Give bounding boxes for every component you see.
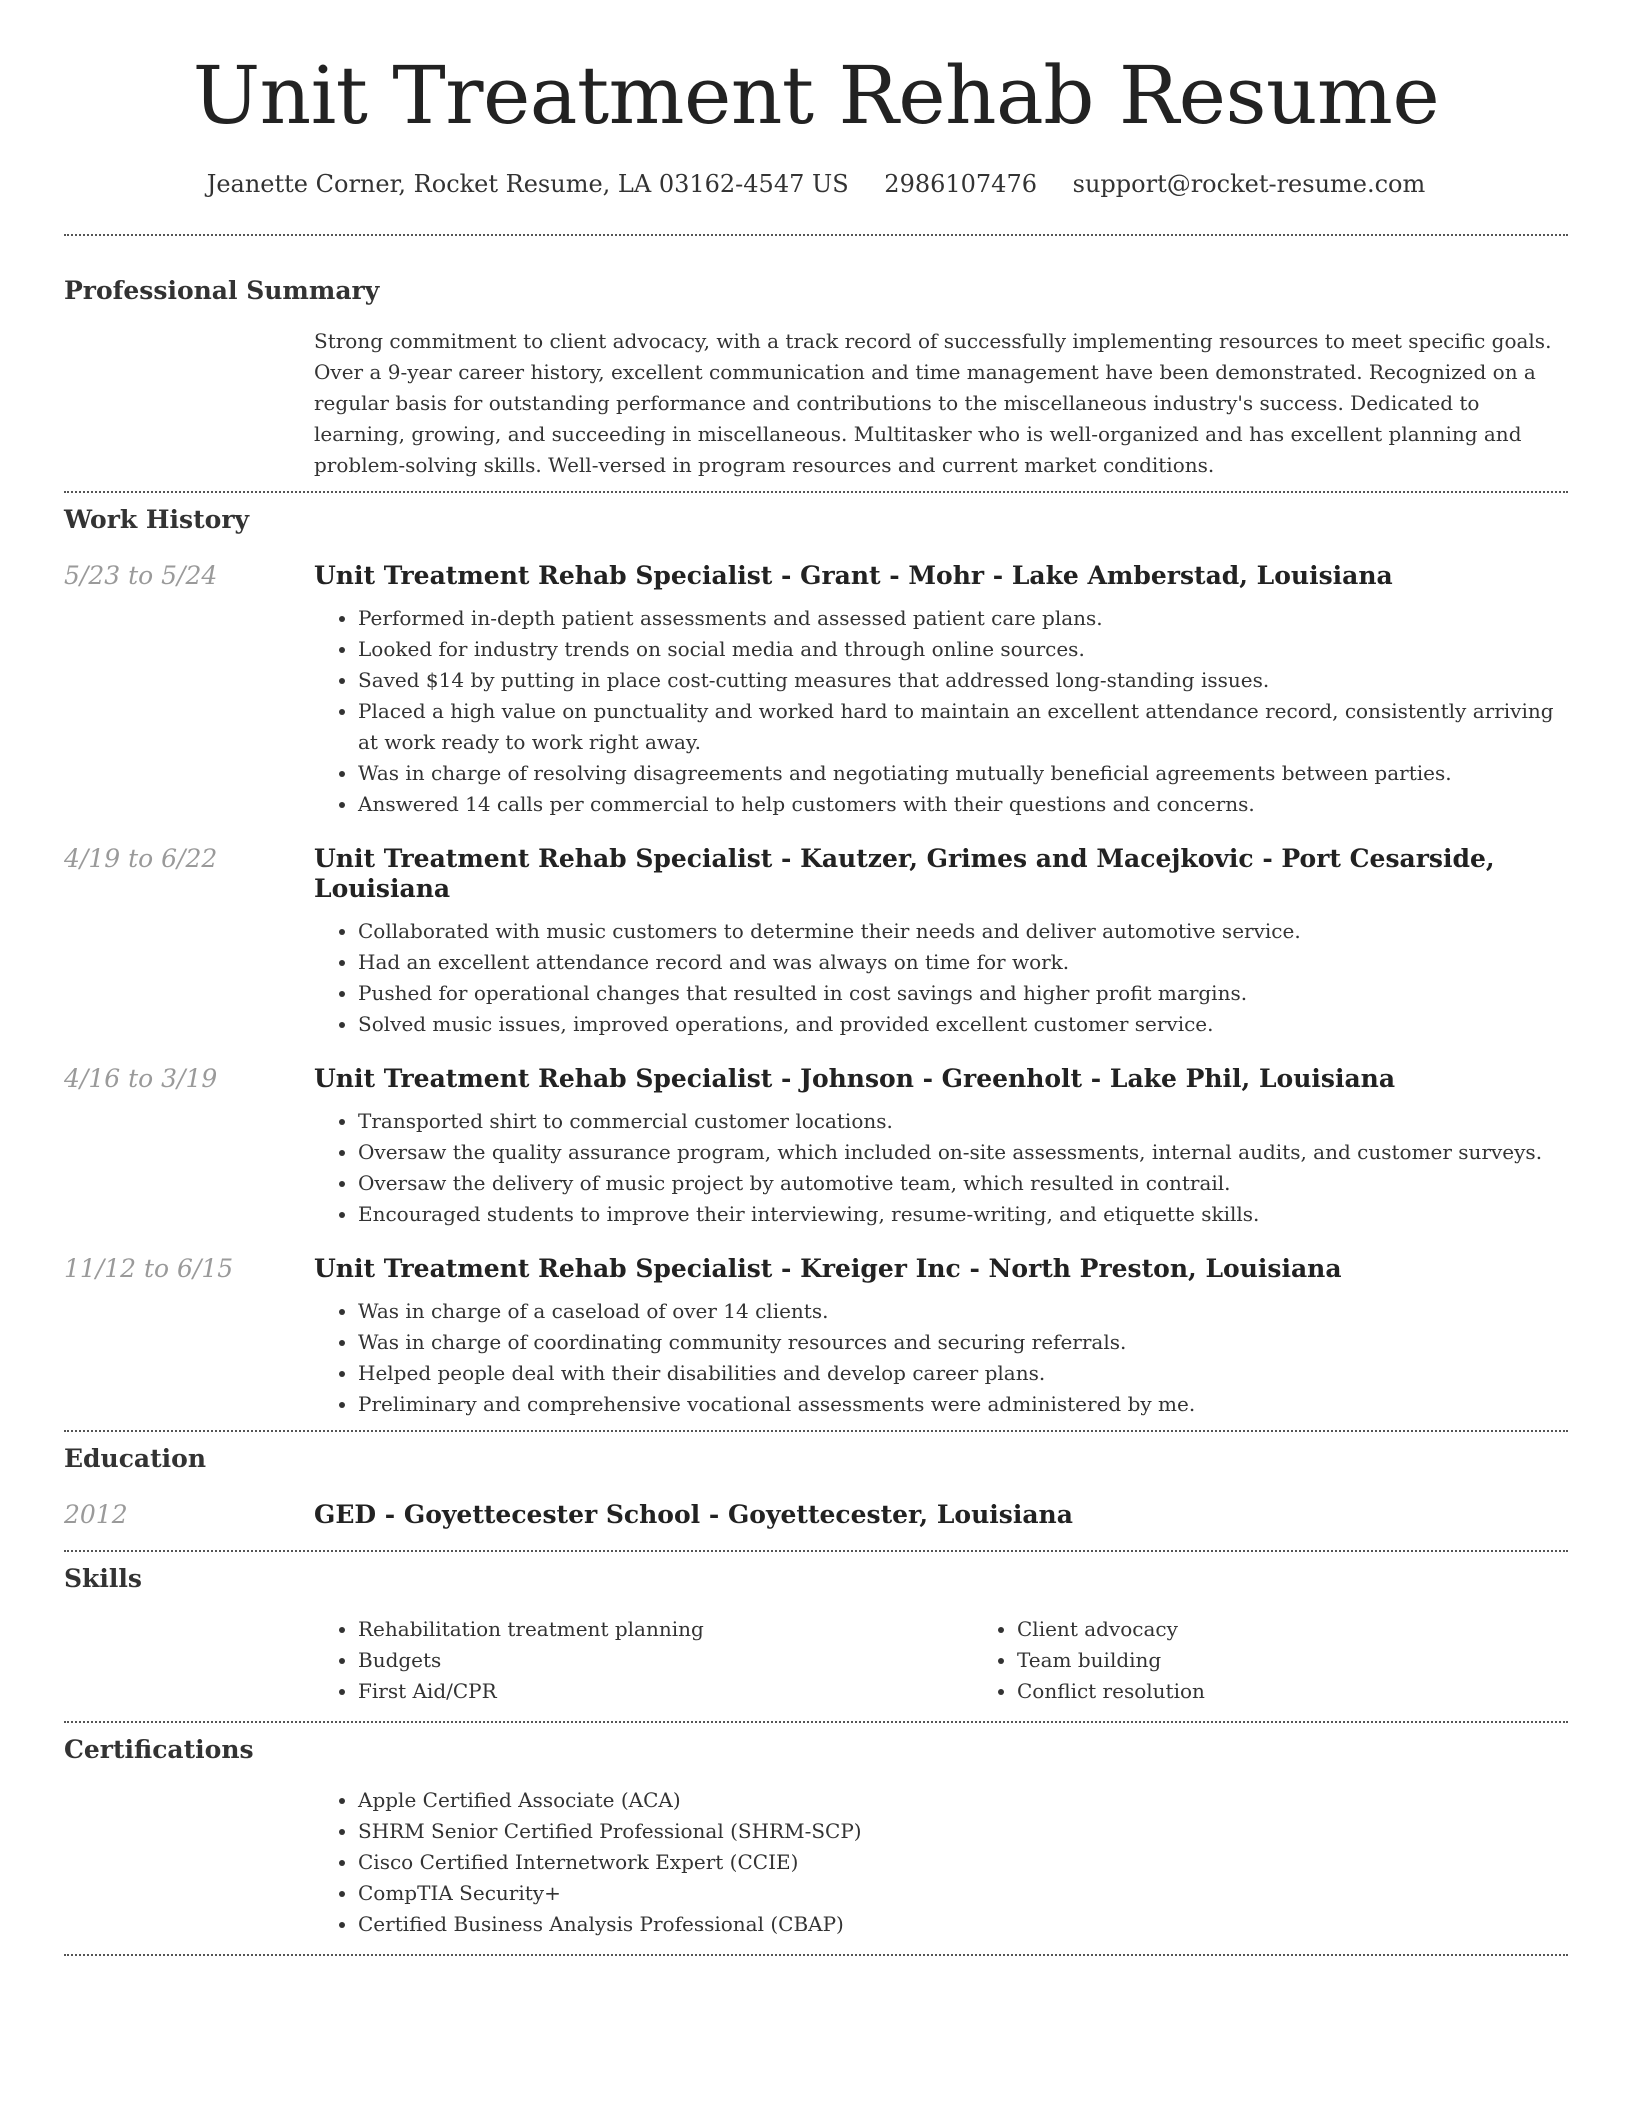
contact-line — [64, 170, 1568, 198]
job-bullets — [314, 1296, 1568, 1420]
job-dates: 4/16 to 3/19 — [64, 1064, 218, 1093]
list-item: • Team building — [1017, 1645, 1632, 1676]
summary-text: Strong commitment to client advocacy, with a track record of successfully implementing resources to meet specific goals. Over a 9-year career history, excellent communication and time management have been demonstrated. Recognized on a regular basis for outstanding performance and contributions to the miscellaneous industry's success. Dedicated to learning, growing, and succeeding in miscellaneous. Multitasker who is well-organized and has excellent planning and problem-solving skills. Well-versed in program resources and current market conditions. — [314, 329, 1552, 477]
list-item: • First Aid/CPR — [358, 1676, 973, 1707]
skills-section — [64, 1564, 1568, 1707]
list-item: • Performed in-depth patient assessments and assessed patient care plans. — [358, 603, 1568, 634]
list-item: • Apple Certified Associate (ACA) — [358, 1785, 1568, 1816]
list-item: • Was in charge of resolving disagreements and negotiating mutually beneficial agreements between parties. — [358, 758, 1568, 789]
list-item: • Certified Business Analysis Professional (CBAP) — [358, 1909, 1568, 1940]
job-bullets — [314, 603, 1568, 820]
list-item: • Oversaw the quality assurance program, which included on-site assessments, internal audits, and customer surveys. — [358, 1137, 1568, 1168]
contact-phone: 2986107476 — [884, 170, 1037, 198]
list-item: • Had an excellent attendance record and was always on time for work. — [358, 947, 1568, 978]
contact-address: Jeanette Corner, Rocket Resume, LA 03162-4547 US — [206, 170, 849, 198]
list-item: • Conflict resolution — [1017, 1676, 1632, 1707]
divider — [64, 1430, 1568, 1432]
job-entry — [64, 1254, 1568, 1420]
certifications-heading: Certifications — [64, 1735, 254, 1764]
job-entry — [64, 561, 1568, 820]
skills-heading: Skills — [64, 1564, 142, 1593]
list-item: • Transported shirt to commercial customer locations. — [358, 1106, 1568, 1137]
education-year: 2012 — [64, 1500, 128, 1529]
list-item: • Preliminary and comprehensive vocational assessments were administered by me. — [358, 1389, 1568, 1420]
job-dates: 5/23 to 5/24 — [64, 561, 218, 590]
work-history-heading: Work History — [64, 505, 250, 534]
summary-left-spacer — [64, 326, 314, 481]
list-item: • Collaborated with music customers to determine their needs and deliver automotive service. — [358, 916, 1568, 947]
job-bullets — [314, 916, 1568, 1040]
education-detail: GED - Goyettecester School - Goyettecester, Louisiana — [314, 1500, 1073, 1529]
certifications-left-spacer — [64, 1785, 314, 1940]
resume-title: Unit Treatment Rehab Resume — [192, 49, 1440, 142]
list-item: • Pushed for operational changes that resulted in cost savings and higher profit margins. — [358, 978, 1568, 1009]
summary-heading: Professional Summary — [64, 276, 380, 305]
list-item: • Encouraged students to improve their interviewing, resume-writing, and etiquette skills. — [358, 1199, 1568, 1230]
list-item: • Helped people deal with their disabilities and develop career plans. — [358, 1358, 1568, 1389]
job-entry — [64, 1064, 1568, 1230]
job-entry — [64, 844, 1568, 1040]
divider — [64, 1550, 1568, 1552]
education-section — [64, 1444, 1568, 1530]
list-item: • Was in charge of coordinating community resources and securing referrals. — [358, 1327, 1568, 1358]
list-item: • Rehabilitation treatment planning — [358, 1614, 973, 1645]
divider — [64, 234, 1568, 236]
education-heading: Education — [64, 1444, 207, 1473]
list-item: • Budgets — [358, 1645, 973, 1676]
job-title: Unit Treatment Rehab Specialist - Kautzer, Grimes and Macejkovic - Port Cesarside, Louisiana — [314, 844, 1495, 903]
skills-list-left — [314, 1614, 973, 1707]
certifications-list — [314, 1785, 1568, 1940]
list-item: • Solved music issues, improved operations, and provided excellent customer service. — [358, 1009, 1568, 1040]
work-history-section — [64, 505, 1568, 1420]
list-item: • Client advocacy — [1017, 1614, 1632, 1645]
job-title: Unit Treatment Rehab Specialist - Grant - Mohr - Lake Amberstad, Louisiana — [314, 561, 1393, 590]
job-title: Unit Treatment Rehab Specialist - Kreiger Inc - North Preston, Louisiana — [314, 1254, 1342, 1283]
list-item: • Answered 14 calls per commercial to help customers with their questions and concerns. — [358, 789, 1568, 820]
job-dates: 11/12 to 6/15 — [64, 1254, 234, 1283]
resume-page — [64, 0, 1568, 1956]
job-dates: 4/19 to 6/22 — [64, 844, 218, 873]
list-item: • Looked for industry trends on social media and through online sources. — [358, 634, 1568, 665]
list-item: • Placed a high value on punctuality and worked hard to maintain an excellent attendance record, consistently arriving at work ready to work right away. — [358, 696, 1568, 758]
divider — [64, 491, 1568, 493]
skills-list-right — [973, 1614, 1632, 1707]
list-item: • Cisco Certified Internetwork Expert (CCIE) — [358, 1847, 1568, 1878]
divider — [64, 1954, 1568, 1956]
list-item: • Was in charge of a caseload of over 14 clients. — [358, 1296, 1568, 1327]
divider — [64, 1721, 1568, 1723]
summary-section — [64, 276, 1568, 481]
certifications-section — [64, 1735, 1568, 1940]
skills-left-spacer — [64, 1614, 314, 1707]
list-item: • Saved $14 by putting in place cost-cutting measures that addressed long-standing issues. — [358, 665, 1568, 696]
list-item: • CompTIA Security+ — [358, 1878, 1568, 1909]
contact-email: support@rocket-resume.com — [1072, 170, 1426, 198]
job-bullets — [314, 1106, 1568, 1230]
list-item: • SHRM Senior Certified Professional (SHRM-SCP) — [358, 1816, 1568, 1847]
job-title: Unit Treatment Rehab Specialist - Johnson - Greenholt - Lake Phil, Louisiana — [314, 1064, 1396, 1093]
list-item: • Oversaw the delivery of music project by automotive team, which resulted in contrail. — [358, 1168, 1568, 1199]
